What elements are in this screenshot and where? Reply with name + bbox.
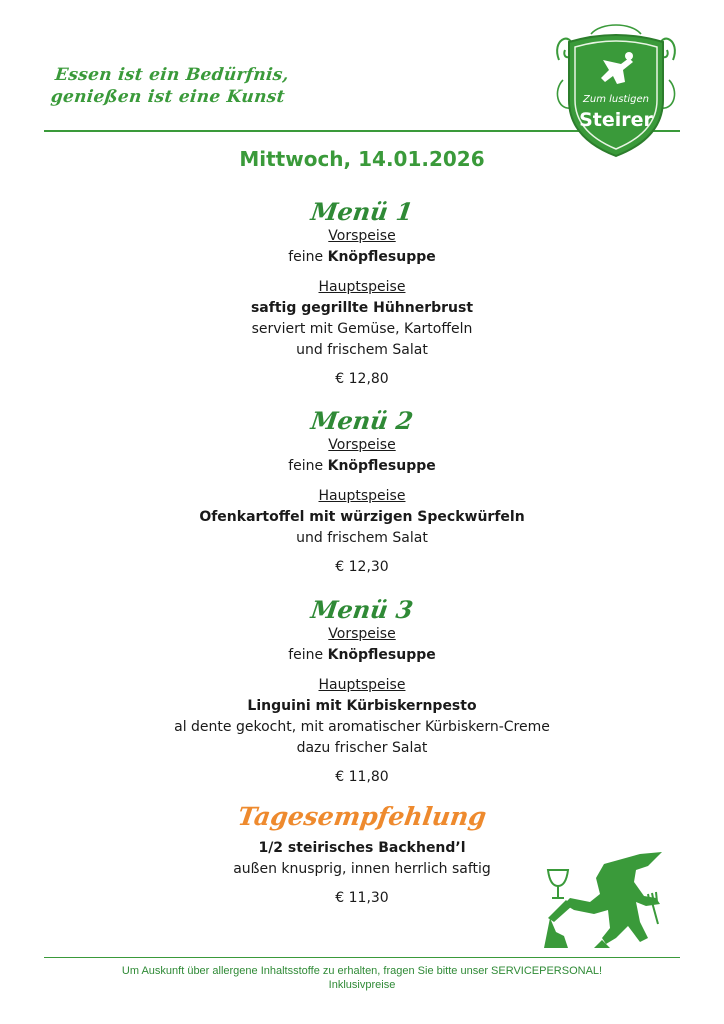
price: € 11,80: [335, 769, 389, 785]
starter-label: Vorspeise: [328, 626, 396, 642]
mascot-figure-icon: [544, 848, 672, 952]
menu-2: [0, 407, 724, 578]
slogan-line-1: Essen ist ein Bedürfnis,: [54, 65, 290, 85]
slogan: [49, 64, 290, 108]
logo-name-text: Steirer: [579, 109, 653, 131]
logo-top-text: Zum lustigen: [583, 94, 649, 105]
starter-dish: feine Knöpflesuppe: [288, 458, 436, 474]
main-dish: Linguini mit Kürbiskernpesto: [247, 698, 477, 714]
footer: [0, 964, 724, 992]
menu-1: [0, 198, 724, 390]
starter-dish: feine Knöpflesuppe: [288, 647, 436, 663]
footer-divider: [44, 957, 680, 958]
main-label: Hauptspeise: [318, 488, 406, 504]
special-description: außen knusprig, innen herrlich saftig: [233, 861, 491, 877]
price: € 11,30: [335, 890, 389, 906]
special-title: Tagesempfehlung: [236, 802, 489, 831]
special-dish: 1/2 steirisches Backhend’l: [258, 840, 466, 856]
menu-title: Menü 3: [309, 595, 415, 624]
main-description: und frischem Salat: [296, 530, 428, 546]
price-note: Inklusivpreise: [328, 979, 396, 991]
menu-3: [0, 596, 724, 788]
menu-date: Mittwoch, 14.01.2026: [239, 147, 485, 171]
allergen-notice: Um Auskunft über allergene Inhaltsstoffe zu erhalten, fragen Sie bitte unser SERVICEPERSONAL!: [121, 965, 603, 977]
main-label: Hauptspeise: [318, 279, 406, 295]
main-description: dazu frischer Salat: [296, 740, 428, 756]
menu-title: Menü 2: [309, 406, 415, 435]
price: € 12,80: [335, 371, 389, 387]
main-description: al dente gekocht, mit aromatischer Kürbiskern-Creme: [174, 719, 550, 735]
menu-title: Menü 1: [309, 197, 415, 226]
restaurant-logo: [551, 20, 681, 160]
starter-label: Vorspeise: [328, 437, 396, 453]
slogan-line-2: genießen ist eine Kunst: [49, 87, 286, 107]
main-label: Hauptspeise: [318, 677, 406, 693]
starter-dish: feine Knöpflesuppe: [288, 249, 436, 265]
starter-label: Vorspeise: [328, 228, 396, 244]
main-dish: saftig gegrillte Hühnerbrust: [250, 300, 474, 316]
main-dish: Ofenkartoffel mit würzigen Speckwürfeln: [199, 509, 525, 525]
main-description: serviert mit Gemüse, Kartoffeln: [251, 321, 473, 337]
main-description: und frischem Salat: [296, 342, 428, 358]
price: € 12,30: [335, 559, 389, 575]
